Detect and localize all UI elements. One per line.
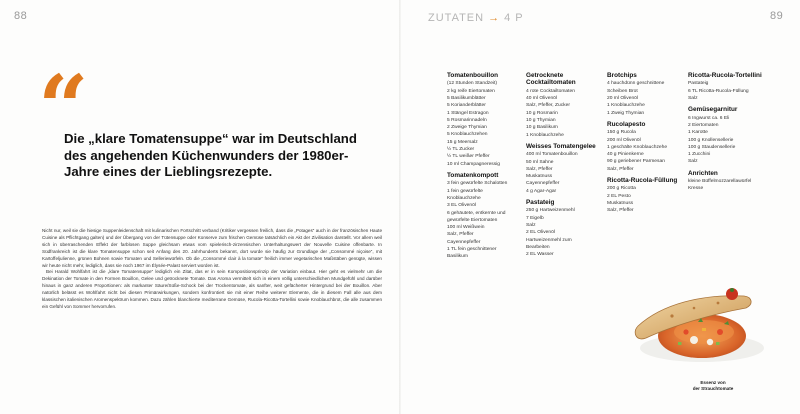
ingredient-list <box>688 80 768 102</box>
ingredient-list <box>526 151 606 195</box>
ingredient-item: 10 ml Champagneressig <box>447 161 501 167</box>
image-caption <box>680 380 746 392</box>
ingredient-group-title: Pastateig <box>526 199 555 207</box>
ingredient-item: 4 g Agar-Agar <box>526 188 557 194</box>
ingredient-item: ½ TL Zucker <box>447 147 475 153</box>
ingredient-item: 5 Knoblauchzehen <box>447 132 488 138</box>
portions-label: 4 P <box>504 12 524 24</box>
ingredient-item: 50 ml Sahne <box>526 159 554 165</box>
ingredient-item: Pastateig <box>688 81 709 87</box>
ingredient-item: 15 g Meersalz <box>447 139 478 145</box>
body-paragraph: Nicht nur, weil sie die hiesige Suppenleidenschaft mit kulinarischen Fortschritt verband (Kritiker vergessen freilich, dass die „Potages“ auch in der französischen Haute Cuisine als Pflichtgang galten) und der Übergang von der Tütensuppe oder Konserve zum frischen Gemüse tatsächlich ein Akt der Zivilisation darstellt. Vor allem weil sich in überraschenden Effekt der farblosen Suppe gleichsam etwas vom spielerisch-zirzensischen Unterhaltungswert der Nouvelle Cuisine offenbarte. In Südfrankreich ist die klare Tomatensuppe schon seit Anfang des 20. Jahrhunderts bekannt, dort wurde sie häufig zur Grundlage der „Consommé niçoise“, mit Kartoffeljulienne, grünen Bohnen sowie Tomaten und Selleriewürfeln. Ob die „Consommé clair à la tomate“ freilich immer vegetarischen Maßstäben genügte, wissen wir heute nicht mehr, lediglich, dass sie noch 1967 im Élysée-Palast serviert worden ist. <box>42 228 382 268</box>
ingredient-list <box>607 129 687 173</box>
ingredient-item: 40 ml Olivenöl <box>526 96 557 102</box>
ingredient-list <box>447 180 527 260</box>
ingredient-item: Scheiben Brot <box>607 88 638 94</box>
ingredient-item: Muskatnuss <box>607 201 634 207</box>
headline: Die „klare Tomatensuppe“ war im Deutschland des angehenden Küchenwunders der 1980er-Jahre eines der Lieblingsrezepte. <box>64 131 357 180</box>
ingredient-item: 250 g Hartweizenmehl <box>526 208 575 214</box>
body-paragraph: Bei Harald Wohlfahrt ist die „klare Tomatensuppe“ lediglich ein Zitat, das er in sein Kompositionsprinzip der Variation einbaut. Hier geht es vielmehr um die Dekination der Tomate in den Formen Bouillon, Gelee und getrocknete Tomate. Das Aroma vermittelt sich in einem völlig unterschiedlichen Mundgefühl und darüber hinaus in ganz anderen Proportionen: als markanter Säure/Süße-Schock bei der Trockentomate, als sanfter, weit gefächerter Hintergrund bei der Bouillon. Aber natürlich belässt es Wohlfahrt nicht bei diesen Primärwirkungen, sondern konfrontiert sie mit einer Reihe weiterer Elemente, die in diesem Fall alle aus dem klassischen italienischen Aromenspektrum kommen. Dazu zählen blanchierte mediterrane Gemüse, Rucola-Ricotta-Tortellini sowie Knoblauchbrot, die alle zusammen ein Gefühl von Sommer hervorrufen. <box>42 269 382 309</box>
ingredient-item: Salz <box>688 96 698 101</box>
ingredient-item: 100 ml Weißwein <box>447 225 485 231</box>
ingredient-group-title: Getrocknete Cocktailtomaten <box>526 72 576 87</box>
dish-photo <box>632 286 778 370</box>
ingredient-item: 20 ml Olivenöl <box>607 96 638 101</box>
ingredient-item: Muskatnuss <box>526 174 553 180</box>
ingredient-group-tomatenbouillon <box>447 72 527 168</box>
ingredient-group-title: Tomatenkompott <box>447 171 499 179</box>
ingredient-item: 1 fein gewürfelte <box>447 188 483 194</box>
ingredient-item: (12 Stunden Standzeit) <box>447 81 498 87</box>
ingredient-item: 3 fein gewürfelte Schalotten <box>447 181 508 187</box>
ingredient-item: Bearbeiten <box>526 244 550 250</box>
section-title-label: ZUTATEN <box>428 12 485 24</box>
ingredient-group-brotchips <box>607 72 687 117</box>
ingredient-item: 1 Karotte <box>688 130 708 136</box>
ingredient-item: 1 geschälte Knoblauchzehe <box>607 144 668 150</box>
ingredient-item: 200 ml Olivenöl <box>607 137 641 143</box>
ingredient-list <box>526 207 606 258</box>
ingredient-item: 5 Basilikumblätter <box>447 96 486 101</box>
ingredient-item: 2 EL Olivenöl <box>526 230 555 236</box>
ingredient-group-title: Gemüsegarnitur <box>688 106 738 114</box>
ingredient-item: Salz, Pfeffer <box>447 232 474 238</box>
ingredient-item: Hartweizenmehl zum <box>526 237 572 243</box>
ingredient-item: 4 rote Cocktailtomaten <box>526 88 575 94</box>
ingredient-item: 1 Zucchini <box>688 152 711 158</box>
ingredient-group-weisses-tomatengelee <box>526 143 606 195</box>
ingredient-item: 2 Eiertomaten <box>688 123 719 128</box>
recipe-column-2 <box>526 72 606 263</box>
ingredient-group-title: Ricotta-Rucola-Tortellini <box>688 72 762 79</box>
ingredient-group-ricotta-rucola-tortellini <box>688 72 768 102</box>
recipe-column-4 <box>688 72 768 197</box>
ingredient-item: 1 Stängel Estragon <box>447 110 489 116</box>
ingredient-item: 200 g Ricotta <box>607 186 636 192</box>
ingredient-item: Salz, Pfeffer <box>607 208 634 214</box>
caption-line: der Strauchtomate <box>692 386 734 392</box>
ingredient-item: Cayennepfeffer <box>526 181 560 187</box>
ingredient-group-gemuesegarnitur <box>688 106 768 165</box>
ingredient-item: 1 TL fein geschnittener <box>447 247 497 253</box>
ingredient-list <box>447 80 527 168</box>
ingredient-list <box>688 115 768 166</box>
ingredient-item: 90 g geriebener Parmesan <box>607 159 665 165</box>
ingredient-item: 40 g Pinienkerne <box>607 152 644 158</box>
ingredient-group-title: Brotchips <box>607 72 637 79</box>
ingredient-item: 1 Knoblauchzehe <box>607 103 645 109</box>
arrow-icon: → <box>488 12 501 24</box>
ingredient-item: 4 hauchdünn geschnittene <box>607 81 665 87</box>
ingredient-item: Cayennepfeffer <box>447 239 481 245</box>
ingredient-item: 3 EL Olivenöl <box>447 203 476 209</box>
ingredient-item: Salz, Pfeffer, Zucker <box>526 103 570 109</box>
ingredient-item: Kresse <box>688 186 704 192</box>
ingredient-group-title: Ricotta-Rucola-Füllung <box>607 177 678 185</box>
ingredient-item: 150 g Rucola <box>607 130 636 136</box>
ingredient-item: 6 gehäutete, entkernte und <box>447 210 506 216</box>
ingredient-group-title: Tomatenbouillon <box>447 72 498 79</box>
ingredient-item: 5 Korianderblätter <box>447 103 486 109</box>
ingredient-item: 2 Zweige Thymian <box>447 125 487 131</box>
caption-line: Essenz von <box>700 380 726 385</box>
ingredient-item: 400 ml Tomatenbouillon <box>526 152 578 158</box>
ingredient-item: Salz, Pfeffer <box>607 166 634 172</box>
ingredient-item: 6 Ingwurst ca. 6 Eli <box>688 115 730 121</box>
ingredient-item: 10 g Rosmarin <box>526 110 558 116</box>
ingredient-item: 2 EL Pesto <box>607 193 631 199</box>
ingredient-item: 2 EL Wasser <box>526 252 554 258</box>
page-number-left: 88 <box>14 10 28 22</box>
ingredient-item: 10 g Thymian <box>526 118 556 123</box>
book-gutter <box>399 0 401 414</box>
mozzarella <box>690 336 698 344</box>
ingredient-group-anrichten <box>688 170 768 193</box>
ingredient-list <box>607 185 687 214</box>
ingredient-group-title: Anrichten <box>688 169 718 177</box>
ingredient-item: 1 Knoblauchzehe <box>526 132 564 138</box>
ingredient-group-pastateig <box>526 199 606 258</box>
ingredient-item: Salz <box>526 223 536 229</box>
body-text <box>42 228 382 311</box>
quote-mark-icon: “ <box>38 72 89 124</box>
ingredient-group-ricotta-rucola-fuellung <box>607 177 687 215</box>
ingredient-item: Salz <box>688 159 698 165</box>
ingredient-item: 1 Zweig Thymian <box>607 110 645 116</box>
recipe-column-3 <box>607 72 687 219</box>
page-number-right: 89 <box>770 10 784 22</box>
ingredient-group-title: Weisses Tomatengelee <box>526 142 596 150</box>
ingredient-group-title: Rucolapesto <box>607 120 646 128</box>
ingredient-item: 7 Eigelb <box>526 215 544 221</box>
ingredient-list <box>607 80 687 116</box>
recipe-column-1 <box>447 72 527 265</box>
ingredient-item: Knoblauchzehe <box>447 195 481 201</box>
section-title <box>428 12 524 24</box>
ingredient-item: 6 TL Ricotta-Rucola-Füllung <box>688 88 749 94</box>
ingredient-item: gewürfelte Eiertomaten <box>447 217 498 223</box>
ingredient-group-rucolapesto <box>607 121 687 173</box>
ingredient-item: 100 g Knollensellerie <box>688 137 734 143</box>
ingredient-item: Basilikum <box>447 254 468 260</box>
ingredient-group-getrocknete-cocktailtomaten <box>526 72 606 139</box>
ingredient-item: 2 kg reife Eiertomaten <box>447 88 495 94</box>
ingredient-item: 5 Rosmarinnadeln <box>447 117 487 123</box>
ingredient-item: kleine Büffelmozzarellawürfel <box>688 179 752 185</box>
ingredient-list <box>526 88 606 139</box>
ingredient-item: 100 g Staudensellerie <box>688 144 736 150</box>
ingredient-item: ½ TL weißer Pfeffer <box>447 154 490 160</box>
ingredient-list <box>688 178 768 193</box>
ingredient-item: 10 g Basilikum <box>526 125 558 131</box>
ingredient-group-tomatenkompott <box>447 172 527 261</box>
ingredient-item: Salz, Pfeffer <box>526 166 553 172</box>
